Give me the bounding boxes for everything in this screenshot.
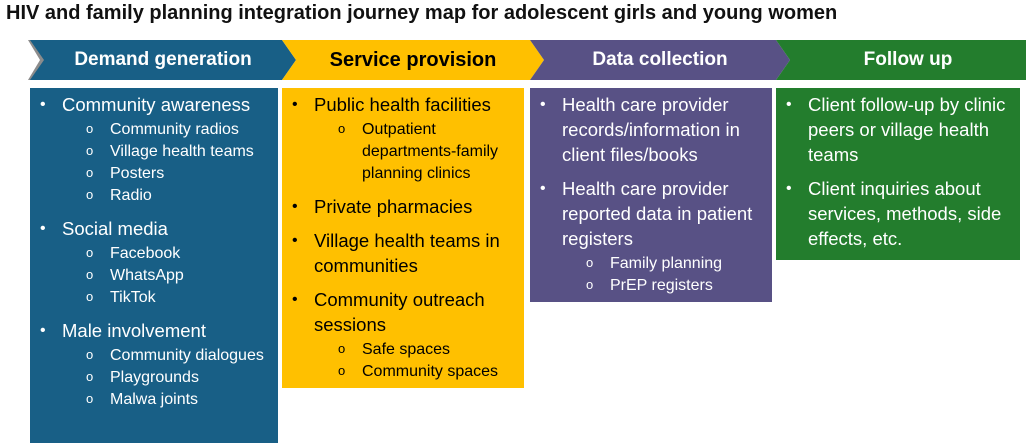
panel-data-collection (530, 88, 772, 302)
bullet-icon: • (292, 291, 298, 308)
list-item-text: Health care provider records/information in client files/books (562, 94, 740, 165)
sub-list-item (62, 287, 272, 309)
sub-list-item (314, 339, 516, 361)
list-item (38, 216, 272, 309)
list-item (538, 92, 764, 167)
stage-label-data-collection: Data collection (592, 49, 728, 70)
sub-list-item-text: Community radios (110, 121, 239, 138)
circle-bullet-icon: o (86, 391, 94, 406)
sub-list-item (62, 265, 272, 287)
sub-list-item-text: Village health teams (110, 143, 254, 160)
list-item-text: Social media (62, 218, 168, 239)
circle-bullet-icon: o (86, 267, 94, 282)
list-item-text: Health care provider reported data in patient registers (562, 178, 753, 249)
sub-list-item-text: Posters (110, 165, 165, 182)
list-follow-up (784, 92, 1012, 251)
sub-list (62, 119, 272, 207)
circle-bullet-icon: o (86, 165, 94, 180)
bullet-icon: • (40, 322, 46, 339)
list-item-text: Private pharmacies (314, 196, 473, 217)
bullet-icon: • (40, 220, 46, 237)
circle-bullet-icon: o (86, 245, 94, 260)
sub-list-item (314, 119, 516, 185)
list-item (538, 176, 764, 297)
sub-list-item-text: PrEP registers (610, 277, 713, 294)
list-item (38, 92, 272, 207)
panel-demand-generation (30, 88, 278, 443)
sub-list (62, 345, 272, 411)
sub-list-item (562, 253, 764, 275)
bullet-icon: • (292, 198, 298, 215)
bullet-icon: • (540, 180, 546, 197)
list-data-collection (538, 92, 764, 297)
journey-arrow-row (0, 40, 1026, 80)
sub-list-item-text: Facebook (110, 245, 181, 262)
circle-bullet-icon: o (86, 187, 94, 202)
list-item (784, 176, 1012, 251)
list-item (290, 194, 516, 219)
sub-list-item (62, 119, 272, 141)
sub-list-item-text: Playgrounds (110, 369, 199, 386)
sub-list-item (62, 367, 272, 389)
sub-list-item (62, 163, 272, 185)
list-item (38, 318, 272, 411)
sub-list-item-text: TikTok (110, 289, 156, 306)
sub-list-item (314, 361, 516, 383)
stage-label-follow-up: Follow up (863, 49, 953, 70)
sub-list-item (62, 185, 272, 207)
list-service-provision (290, 92, 516, 383)
circle-bullet-icon: o (338, 341, 346, 356)
bullet-icon: • (786, 96, 792, 113)
list-item-text: Village health teams in communities (314, 230, 500, 276)
list-demand-generation (38, 92, 272, 411)
sub-list-item-text: Malwa joints (110, 391, 199, 408)
circle-bullet-icon: o (338, 121, 346, 136)
bullet-icon: • (540, 96, 546, 113)
circle-bullet-icon: o (86, 143, 94, 158)
panel-follow-up (776, 88, 1020, 260)
sub-list-item-text: Community spaces (362, 363, 499, 380)
panel-service-provision (282, 88, 524, 388)
bullet-icon: • (40, 96, 46, 113)
circle-bullet-icon: o (586, 277, 594, 292)
list-item-text: Client inquiries about services, methods, side effects, etc. (808, 178, 1002, 249)
sub-list-item-text: Safe spaces (362, 341, 451, 358)
diagram-title: HIV and family planning integration journey map for adolescent girls and young women (6, 2, 838, 24)
bullet-icon: • (786, 180, 792, 197)
circle-bullet-icon: o (338, 363, 346, 378)
sub-list-item (62, 141, 272, 163)
sub-list-item-text: Outpatient departments-family planning clinics (362, 121, 499, 182)
sub-list-item-text: Radio (110, 187, 152, 204)
list-item (290, 228, 516, 278)
sub-list-item-text: Community dialogues (110, 347, 264, 364)
list-item-text: Client follow-up by clinic peers or village health teams (808, 94, 1006, 165)
list-item-text: Community outreach sessions (314, 289, 485, 335)
bullet-icon: • (292, 96, 298, 113)
circle-bullet-icon: o (86, 369, 94, 384)
sub-list (314, 339, 516, 383)
sub-list (62, 243, 272, 309)
circle-bullet-icon: o (86, 347, 94, 362)
sub-list-item (562, 275, 764, 297)
sub-list (314, 119, 516, 185)
sub-list-item (62, 345, 272, 367)
circle-bullet-icon: o (86, 289, 94, 304)
bullet-icon: • (292, 232, 298, 249)
list-item (290, 287, 516, 383)
circle-bullet-icon: o (86, 121, 94, 136)
stage-label-demand-generation: Demand generation (74, 49, 252, 70)
sub-list (562, 253, 764, 297)
list-item-text: Male involvement (62, 320, 206, 341)
sub-list-item-text: Family planning (610, 255, 723, 272)
list-item-text: Public health facilities (314, 94, 491, 115)
sub-list-item-text: WhatsApp (110, 267, 184, 284)
sub-list-item (62, 243, 272, 265)
circle-bullet-icon: o (586, 255, 594, 270)
stage-label-service-provision: Service provision (329, 49, 497, 71)
list-item-text: Community awareness (62, 94, 251, 115)
sub-list-item (62, 389, 272, 411)
list-item (290, 92, 516, 185)
list-item (784, 92, 1012, 167)
